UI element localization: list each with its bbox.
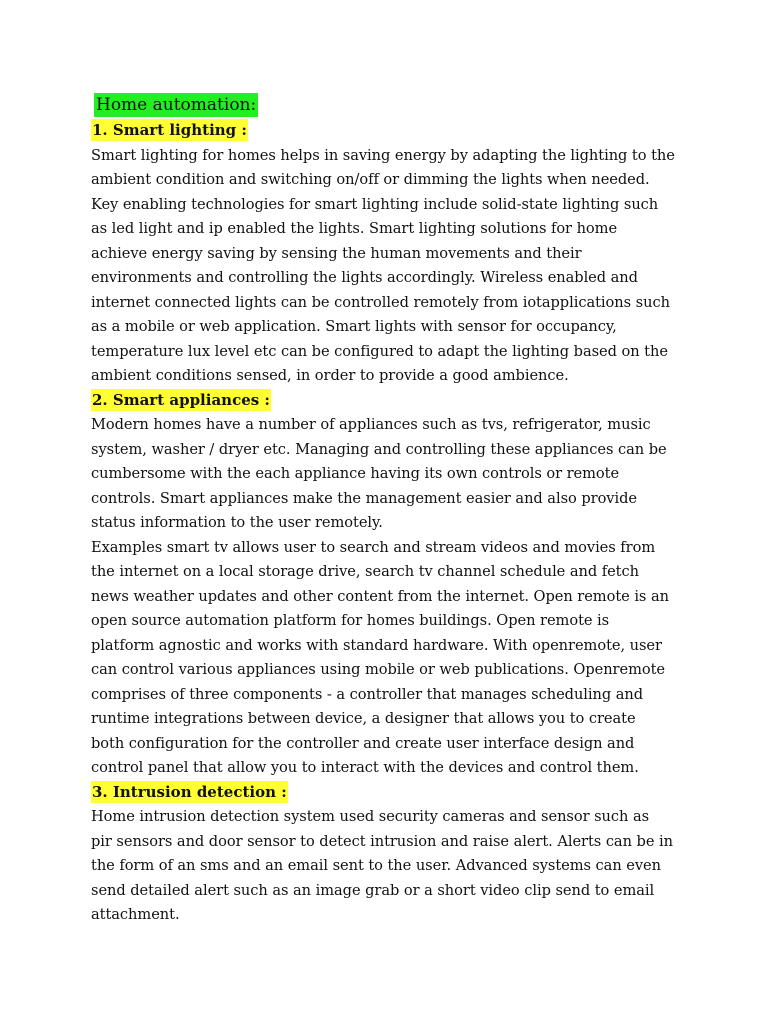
heading-row <box>91 389 691 414</box>
section-smart-appliances <box>91 389 691 781</box>
page-title: Home automation: <box>96 95 257 115</box>
heading-row <box>91 119 691 144</box>
title-row <box>91 93 691 119</box>
section-heading: 3. Intrusion detection : <box>92 782 287 801</box>
document-page <box>91 93 691 928</box>
section-smart-lighting <box>91 119 691 389</box>
paragraph: Modern homes have a number of appliances such as tvs, refrigerator, music system, washer / dryer etc. Managing and controlling these appliances can be cumbersome with the each appliance having its own controls or remote controls. Smart appliances make the management easier and also provide status information to the user remotely. <box>91 416 667 531</box>
paragraph: Smart lighting for homes helps in saving energy by adapting the lighting to the ambient condition and switching on/off or dimming the lights when needed. Key enabling technologies for smart lighting include solid-state lighting such as led light and ip enabled the lights. Smart lighting solutions for home achieve energy saving by sensing the human movements and their environments and controlling the lights accordingly. Wireless enabled and internet connected lights can be controlled remotely from iotapplications such as a mobile or web application. Smart lights with sensor for occupancy, temperature lux level etc can be configured to adapt the lighting based on the ambient conditions sensed, in order to provide a good ambience. <box>91 146 675 384</box>
section-intrusion-detection <box>91 781 691 928</box>
paragraph: Examples smart tv allows user to search and stream videos and movies from the internet on a local storage drive, search tv channel schedule and fetch news weather updates and other content from the internet. Open remote is an open source automation platform for homes buildings. Open remote is platform agnostic and works with standard hardware. With openremote, user can control various appliances using mobile or web publications. Openremote comprises of three components - a controller that manages scheduling and runtime integrations between device, a designer that allows you to create both configuration for the controller and create user interface design and control panel that allow you to interact with the devices and control them. <box>91 538 669 776</box>
section-heading: 1. Smart lighting : <box>92 121 247 139</box>
paragraph: Home intrusion detection system used security cameras and sensor such as pir sensors and door sensor to detect intrusion and raise alert. Alerts can be in the form of an sms and an email sent to the user. Advanced systems can even send detailed alert such as an image grab or a short video clip send to email attachment. <box>91 808 673 923</box>
section-heading: 2. Smart appliances : <box>92 390 270 409</box>
heading-row <box>91 781 691 806</box>
